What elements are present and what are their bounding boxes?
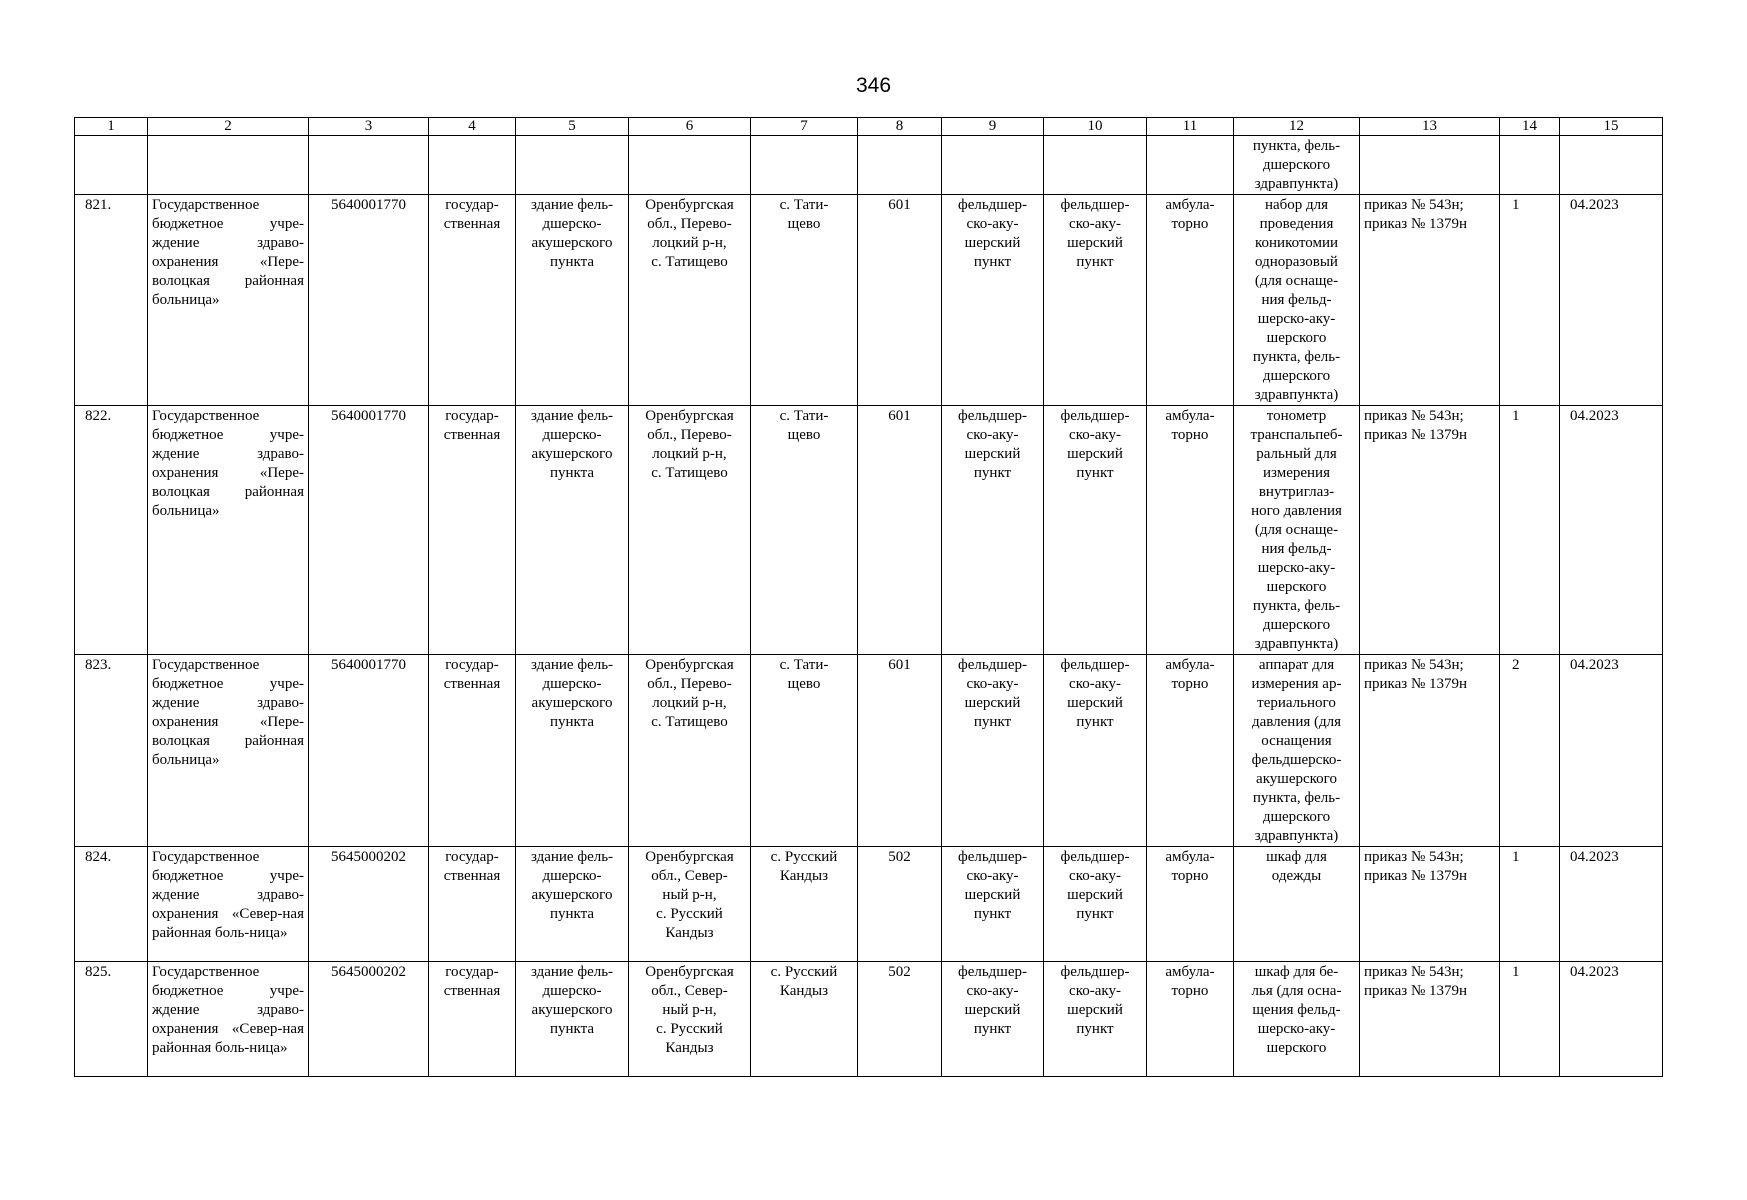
table-row	[75, 847, 1663, 962]
empty-cell	[629, 136, 751, 195]
basis-cell: приказ № 543н; приказ № 1379н	[1360, 962, 1500, 1077]
empty-cell	[1560, 136, 1663, 195]
empty-cell	[1500, 136, 1560, 195]
empty-cell	[429, 136, 516, 195]
empty-cell	[516, 136, 629, 195]
column-number: 7	[751, 118, 858, 136]
quantity-cell: 1	[1500, 406, 1560, 655]
address-cell: Оренбургская обл., Перево- лоцкий р-н, с. Татищево	[629, 406, 751, 655]
column-number: 12	[1234, 118, 1360, 136]
settlement-cell: с. Тати- щево	[751, 655, 858, 847]
inn-cell: 5640001770	[309, 406, 429, 655]
empty-cell	[1044, 136, 1147, 195]
item-cell: набор для проведения коникотомии одноразовый (для оснаще- ния фельд- шерско-аку- шерского пункта, фель- дшерского здравпункта)	[1234, 195, 1360, 406]
inn-cell: 5640001770	[309, 655, 429, 847]
care-form-cell: амбула- торно	[1147, 847, 1234, 962]
column-number: 6	[629, 118, 751, 136]
organization-cell: Государственное бюджетное учре-ждение здраво-охранения «Север-ная районная боль-ница»	[148, 962, 309, 1077]
column-number: 5	[516, 118, 629, 136]
column-number: 11	[1147, 118, 1234, 136]
empty-cell	[309, 136, 429, 195]
care-form-cell: амбула- торно	[1147, 655, 1234, 847]
column-number: 3	[309, 118, 429, 136]
column-number: 2	[148, 118, 309, 136]
building-cell: здание фель- дшерско- акушерского пункта	[516, 655, 629, 847]
item-cell: аппарат для измерения ар- териального давления (для оснащения фельдшерско- акушерского пункта, фель- дшерского здравпункта)	[1234, 655, 1360, 847]
empty-cell	[942, 136, 1044, 195]
column-number: 10	[1044, 118, 1147, 136]
unit-name-cell: фельдшер- ско-аку- шерский пункт	[1044, 962, 1147, 1077]
item-cell: пункта, фель- дшерского здравпункта)	[1234, 136, 1360, 195]
organization-cell: Государственное бюджетное учре-ждение здраво-охранения «Пере-волоцкая районная больница»	[148, 406, 309, 655]
table-row	[75, 406, 1663, 655]
basis-cell: приказ № 543н; приказ № 1379н	[1360, 847, 1500, 962]
settlement-cell: с. Тати- щево	[751, 195, 858, 406]
unit-type-cell: фельдшер- ско-аку- шерский пункт	[942, 195, 1044, 406]
care-form-cell: амбула- торно	[1147, 406, 1234, 655]
basis-cell: приказ № 543н; приказ № 1379н	[1360, 195, 1500, 406]
building-cell: здание фель- дшерско- акушерского пункта	[516, 406, 629, 655]
organization-cell: Государственное бюджетное учре-ждение здраво-охранения «Пере-волоцкая районная больница»	[148, 195, 309, 406]
row-number-cell: 824.	[75, 847, 148, 962]
column-number: 4	[429, 118, 516, 136]
column-number-row	[75, 118, 1663, 136]
table-row	[75, 962, 1663, 1077]
ownership-cell: государ- ственная	[429, 406, 516, 655]
address-cell: Оренбургская обл., Перево- лоцкий р-н, с. Татищево	[629, 195, 751, 406]
building-cell: здание фель- дшерско- акушерского пункта	[516, 195, 629, 406]
code-cell: 601	[858, 406, 942, 655]
column-number: 1	[75, 118, 148, 136]
inn-cell: 5645000202	[309, 962, 429, 1077]
ownership-cell: государ- ственная	[429, 655, 516, 847]
quantity-cell: 1	[1500, 847, 1560, 962]
date-cell: 04.2023	[1560, 655, 1663, 847]
code-cell: 601	[858, 195, 942, 406]
equipment-register-table	[74, 117, 1663, 1077]
row-number-cell: 821.	[75, 195, 148, 406]
ownership-cell: государ- ственная	[429, 962, 516, 1077]
settlement-cell: с. Тати- щево	[751, 406, 858, 655]
column-number: 13	[1360, 118, 1500, 136]
column-number: 9	[942, 118, 1044, 136]
table-row	[75, 195, 1663, 406]
building-cell: здание фель- дшерско- акушерского пункта	[516, 847, 629, 962]
organization-cell: Государственное бюджетное учре-ждение здраво-охранения «Север-ная районная боль-ница»	[148, 847, 309, 962]
inn-cell: 5640001770	[309, 195, 429, 406]
table-row	[75, 655, 1663, 847]
care-form-cell: амбула- торно	[1147, 962, 1234, 1077]
unit-type-cell: фельдшер- ско-аку- шерский пункт	[942, 406, 1044, 655]
date-cell: 04.2023	[1560, 195, 1663, 406]
item-cell: шкаф для одежды	[1234, 847, 1360, 962]
item-cell: тонометр транспальпеб- ральный для измерения внутриглаз- ного давления (для оснаще- ния фельд- шерско-аку- шерского пункта, фель- дшерского здравпункта)	[1234, 406, 1360, 655]
basis-cell: приказ № 543н; приказ № 1379н	[1360, 406, 1500, 655]
date-cell: 04.2023	[1560, 406, 1663, 655]
care-form-cell: амбула- торно	[1147, 195, 1234, 406]
code-cell: 502	[858, 847, 942, 962]
basis-cell: приказ № 543н; приказ № 1379н	[1360, 655, 1500, 847]
quantity-cell: 1	[1500, 195, 1560, 406]
empty-cell	[1147, 136, 1234, 195]
ownership-cell: государ- ственная	[429, 195, 516, 406]
quantity-cell: 2	[1500, 655, 1560, 847]
column-number: 15	[1560, 118, 1663, 136]
page-number: 346	[855, 74, 892, 97]
column-number: 8	[858, 118, 942, 136]
empty-cell	[75, 136, 148, 195]
unit-type-cell: фельдшер- ско-аку- шерский пункт	[942, 962, 1044, 1077]
organization-cell: Государственное бюджетное учре-ждение здраво-охранения «Пере-волоцкая районная больница»	[148, 655, 309, 847]
empty-cell	[751, 136, 858, 195]
date-cell: 04.2023	[1560, 847, 1663, 962]
quantity-cell: 1	[1500, 962, 1560, 1077]
unit-name-cell: фельдшер- ско-аку- шерский пункт	[1044, 655, 1147, 847]
row-number-cell: 822.	[75, 406, 148, 655]
column-number: 14	[1500, 118, 1560, 136]
empty-cell	[148, 136, 309, 195]
code-cell: 601	[858, 655, 942, 847]
building-cell: здание фель- дшерско- акушерского пункта	[516, 962, 629, 1077]
continuation-row	[75, 136, 1663, 195]
date-cell: 04.2023	[1560, 962, 1663, 1077]
inn-cell: 5645000202	[309, 847, 429, 962]
address-cell: Оренбургская обл., Север- ный р-н, с. Русский Кандыз	[629, 962, 751, 1077]
address-cell: Оренбургская обл., Перево- лоцкий р-н, с. Татищево	[629, 655, 751, 847]
address-cell: Оренбургская обл., Север- ный р-н, с. Русский Кандыз	[629, 847, 751, 962]
empty-cell	[1360, 136, 1500, 195]
settlement-cell: с. Русский Кандыз	[751, 962, 858, 1077]
row-number-cell: 825.	[75, 962, 148, 1077]
settlement-cell: с. Русский Кандыз	[751, 847, 858, 962]
empty-cell	[858, 136, 942, 195]
ownership-cell: государ- ственная	[429, 847, 516, 962]
unit-name-cell: фельдшер- ско-аку- шерский пункт	[1044, 847, 1147, 962]
unit-type-cell: фельдшер- ско-аку- шерский пункт	[942, 655, 1044, 847]
item-cell: шкаф для бе- лья (для осна- щения фельд- шерско-аку- шерского	[1234, 962, 1360, 1077]
unit-type-cell: фельдшер- ско-аку- шерский пункт	[942, 847, 1044, 962]
unit-name-cell: фельдшер- ско-аку- шерский пункт	[1044, 406, 1147, 655]
code-cell: 502	[858, 962, 942, 1077]
unit-name-cell: фельдшер- ско-аку- шерский пункт	[1044, 195, 1147, 406]
row-number-cell: 823.	[75, 655, 148, 847]
